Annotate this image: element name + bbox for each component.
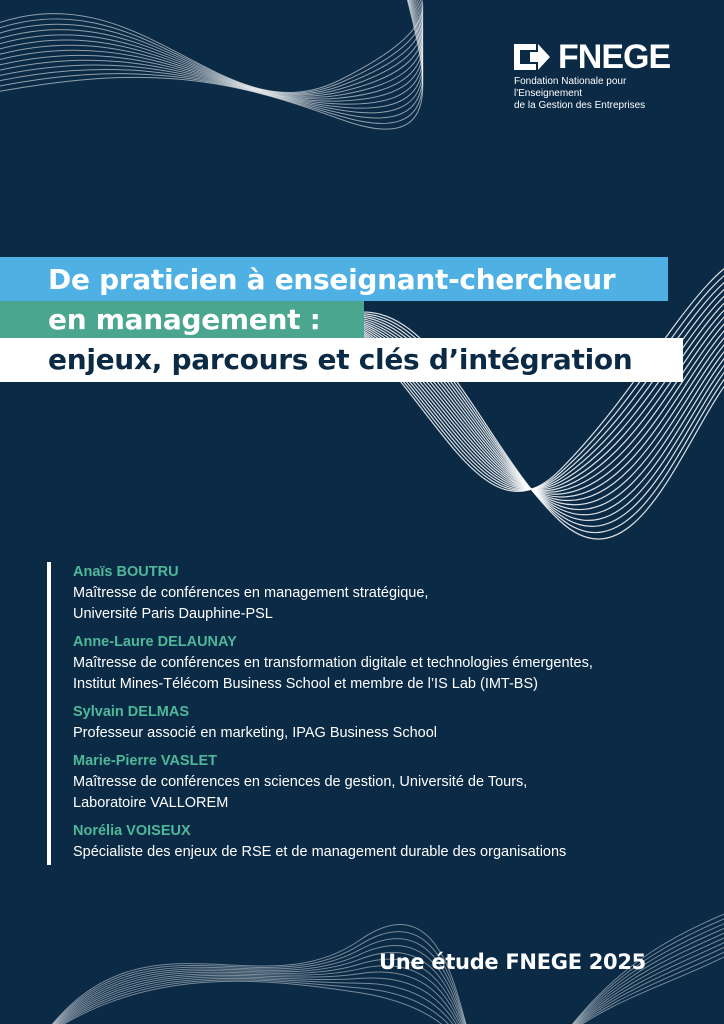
author-role: Maîtresse de conférences en sciences de gestion, Université de Tours, Laboratoire VALLOREM [73, 774, 528, 811]
fnege-logo [512, 38, 692, 112]
logo-subtitle-line2: de la Gestion des Entreprises [514, 100, 646, 111]
author-item [73, 751, 713, 814]
fnege-logo-mark-icon [512, 42, 552, 72]
author-role: Maîtresse de conférences en transformation digitale et technologies émergentes, Institut Mines-Télécom Business School et membre de l’IS Lab (IMT-BS) [73, 655, 593, 692]
author-name: Norélia VOISEUX [73, 823, 191, 839]
study-label: Une étude FNEGE 2025 [379, 950, 646, 974]
author-item [73, 821, 713, 863]
title-line-3: enjeux, parcours et clés d’intégration [48, 343, 633, 376]
author-name: Anaïs BOUTRU [73, 564, 179, 580]
author-item [73, 702, 713, 744]
fnege-logo-subtitle [514, 76, 692, 112]
title-line-2: en management : [48, 303, 321, 336]
author-name: Sylvain DELMAS [73, 704, 190, 720]
author-role: Professeur associé en marketing, IPAG Business School [73, 725, 438, 741]
fnege-logo-text: FNEGE [558, 38, 671, 76]
author-role: Spécialiste des enjeux de RSE et de management durable des organisations [73, 844, 567, 860]
author-name: Anne-Laure DELAUNAY [73, 634, 237, 650]
author-item [73, 632, 713, 695]
logo-subtitle-line1: Fondation Nationale pour l'Enseignement [514, 76, 627, 99]
author-role: Maîtresse de conférences en management stratégique, Université Paris Dauphine-PSL [73, 585, 429, 622]
title-line-1: De praticien à enseignant-chercheur [48, 263, 616, 296]
author-list [47, 562, 713, 865]
author-item [73, 562, 713, 625]
author-name: Marie-Pierre VASLET [73, 753, 217, 769]
